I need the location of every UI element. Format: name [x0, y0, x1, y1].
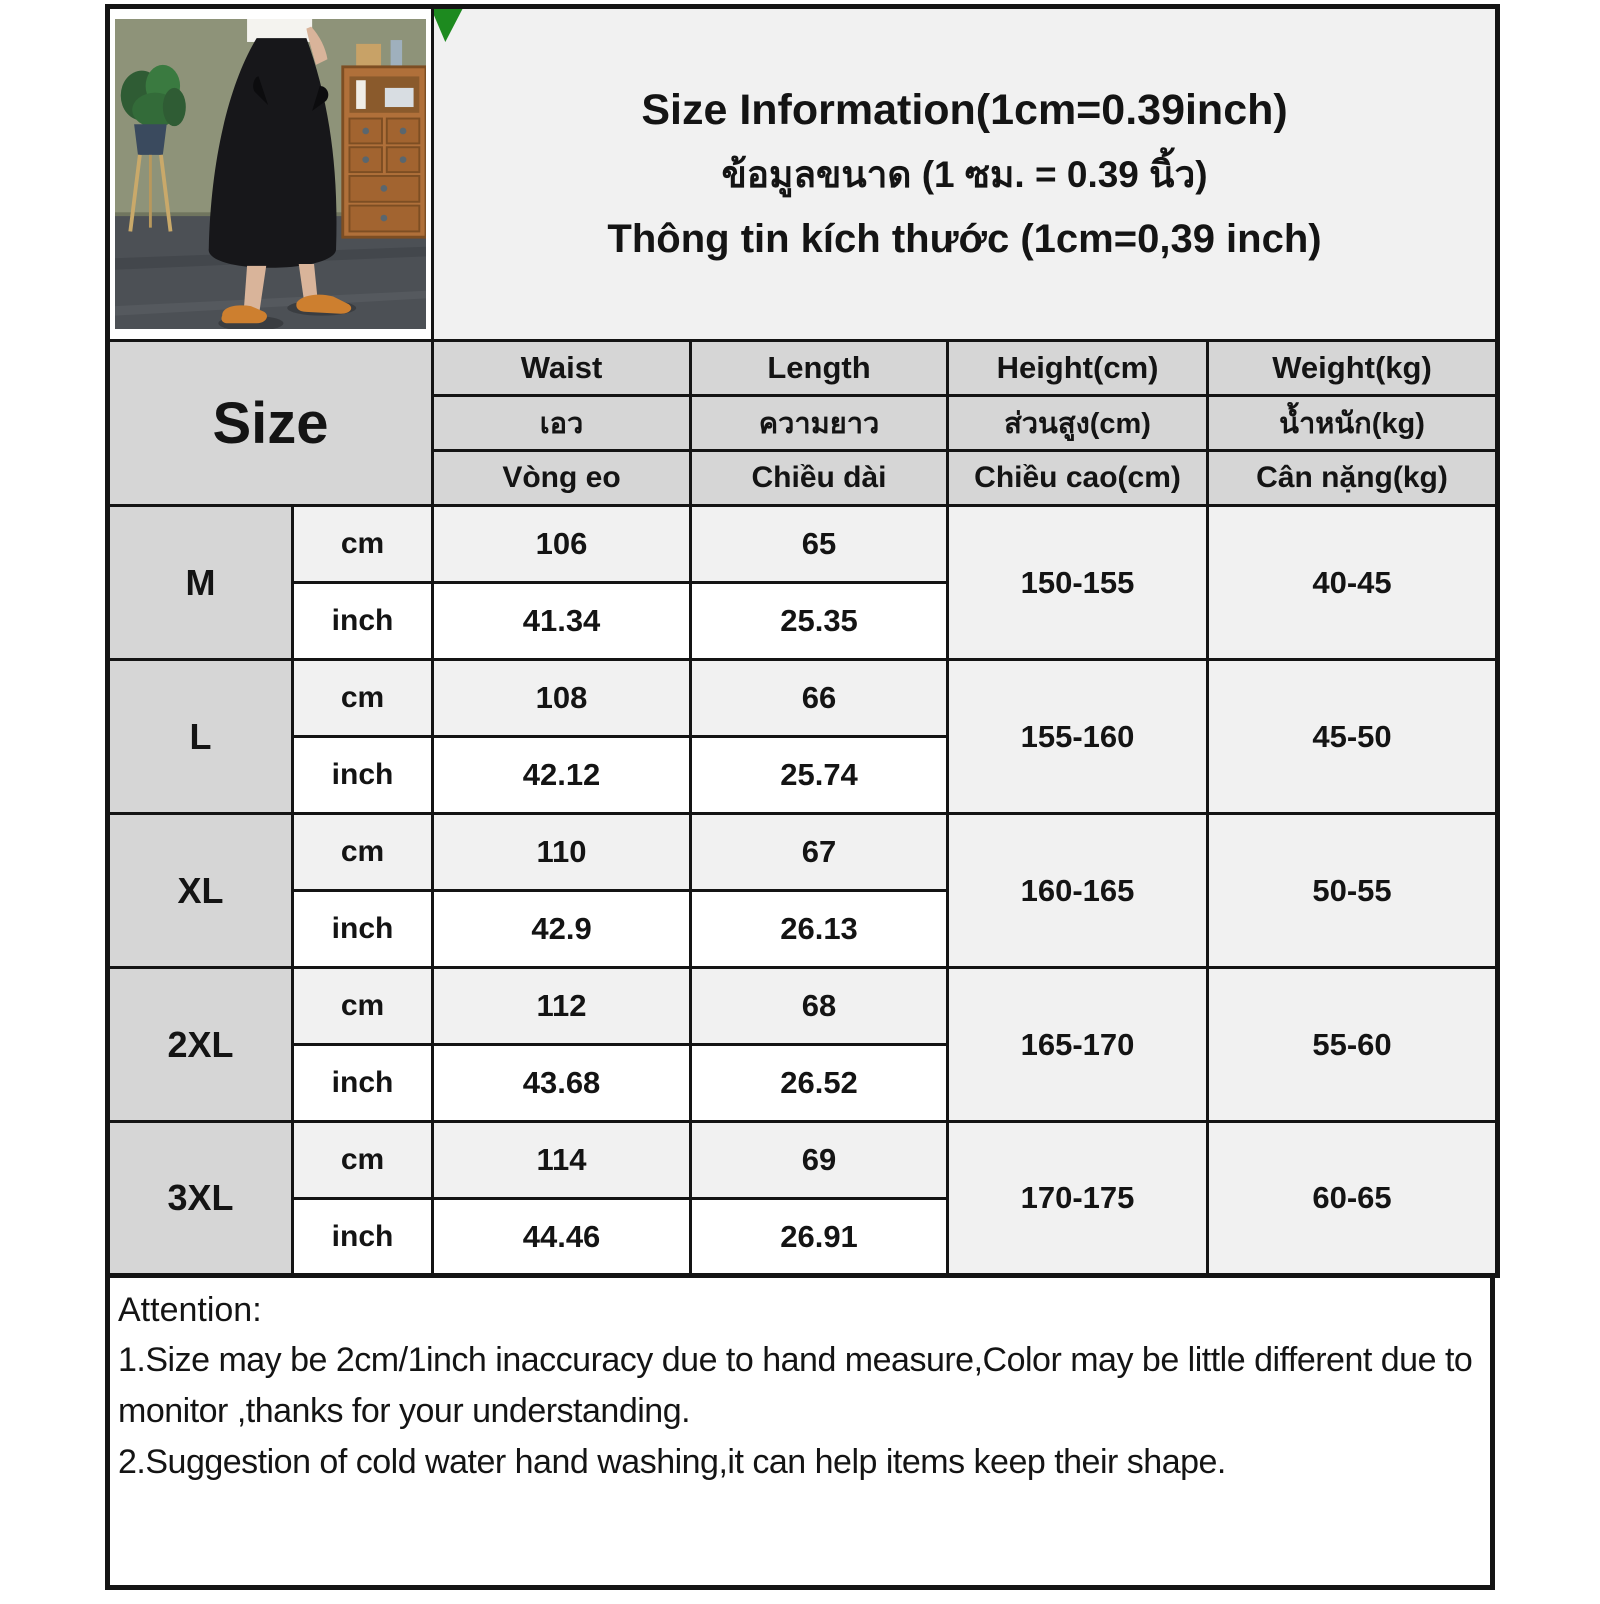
unit-label-cm: cm [293, 1122, 433, 1199]
weight-range: 55-60 [1208, 968, 1498, 1122]
unit-label-cm: cm [293, 660, 433, 737]
length-inch-value: 26.91 [691, 1199, 948, 1276]
unit-label-inch: inch [293, 891, 433, 968]
waist-inch-value: 43.68 [433, 1045, 691, 1122]
size-table [105, 4, 1500, 1278]
col-header-weight-vi: Cân nặng(kg) [1208, 451, 1498, 506]
size-label: M [108, 506, 293, 660]
cabinet-illustration [343, 40, 426, 237]
size-column-header: Size [108, 341, 433, 506]
waist-inch-value: 41.34 [433, 583, 691, 660]
title-block [433, 7, 1498, 341]
title-th: ข้อมูลขนาด (1 ซม. = 0.39 นิ้ว) [721, 154, 1208, 195]
height-range: 165-170 [948, 968, 1208, 1122]
unit-label-cm: cm [293, 968, 433, 1045]
waist-inch-value: 44.46 [433, 1199, 691, 1276]
corner-ribbon-icon [433, 7, 465, 43]
product-photo-illustration [115, 19, 426, 329]
unit-label-inch: inch [293, 1045, 433, 1122]
waist-cm-value: 112 [433, 968, 691, 1045]
unit-label-cm: cm [293, 506, 433, 583]
height-range: 170-175 [948, 1122, 1208, 1276]
waist-inch-value: 42.12 [433, 737, 691, 814]
title-vi: Thông tin kích thước (1cm=0,39 inch) [607, 217, 1322, 261]
col-header-height-vi: Chiều cao(cm) [948, 451, 1208, 506]
size-chart-sheet [105, 4, 1495, 1590]
length-cm-value: 68 [691, 968, 948, 1045]
col-header-length-vi: Chiều dài [691, 451, 948, 506]
size-label: 3XL [108, 1122, 293, 1276]
size-label: XL [108, 814, 293, 968]
length-inch-value: 26.52 [691, 1045, 948, 1122]
col-header-length-en: Length [691, 341, 948, 396]
size-label: 2XL [108, 968, 293, 1122]
length-inch-value: 26.13 [691, 891, 948, 968]
length-cm-value: 69 [691, 1122, 948, 1199]
attention-heading: Attention: [118, 1291, 262, 1329]
attention-note-2: 2.Suggestion of cold water hand washing,it can help items keep their shape. [118, 1443, 1226, 1482]
col-header-waist-vi: Vòng eo [433, 451, 691, 506]
weight-range: 45-50 [1208, 660, 1498, 814]
title-en: Size Information(1cm=0.39inch) [641, 86, 1288, 134]
waist-cm-value: 108 [433, 660, 691, 737]
waist-inch-value: 42.9 [433, 891, 691, 968]
length-cm-value: 66 [691, 660, 948, 737]
waist-cm-value: 106 [433, 506, 691, 583]
unit-label-cm: cm [293, 814, 433, 891]
attention-note-1: 1.Size may be 2cm/1inch inaccuracy due to hand measure,Color may be little different due to monitor ,thanks for your understanding. [118, 1341, 1473, 1431]
col-header-height-th: ส่วนสูง(cm) [948, 396, 1208, 451]
unit-label-inch: inch [293, 737, 433, 814]
height-range: 155-160 [948, 660, 1208, 814]
col-header-length-th: ความยาว [691, 396, 948, 451]
weight-range: 60-65 [1208, 1122, 1498, 1276]
col-header-height-en: Height(cm) [948, 341, 1208, 396]
attention-box [105, 1278, 1495, 1590]
weight-range: 40-45 [1208, 506, 1498, 660]
col-header-waist-en: Waist [433, 341, 691, 396]
height-range: 150-155 [948, 506, 1208, 660]
waist-cm-value: 110 [433, 814, 691, 891]
product-photo [115, 19, 426, 329]
unit-label-inch: inch [293, 583, 433, 660]
col-header-weight-th: น้ำหนัก(kg) [1208, 396, 1498, 451]
weight-range: 50-55 [1208, 814, 1498, 968]
col-header-waist-th: เอว [433, 396, 691, 451]
waist-cm-value: 114 [433, 1122, 691, 1199]
height-range: 160-165 [948, 814, 1208, 968]
size-label: L [108, 660, 293, 814]
col-header-weight-en: Weight(kg) [1208, 341, 1498, 396]
length-cm-value: 65 [691, 506, 948, 583]
unit-label-inch: inch [293, 1199, 433, 1276]
product-photo-cell [108, 7, 433, 341]
length-inch-value: 25.35 [691, 583, 948, 660]
length-cm-value: 67 [691, 814, 948, 891]
length-inch-value: 25.74 [691, 737, 948, 814]
